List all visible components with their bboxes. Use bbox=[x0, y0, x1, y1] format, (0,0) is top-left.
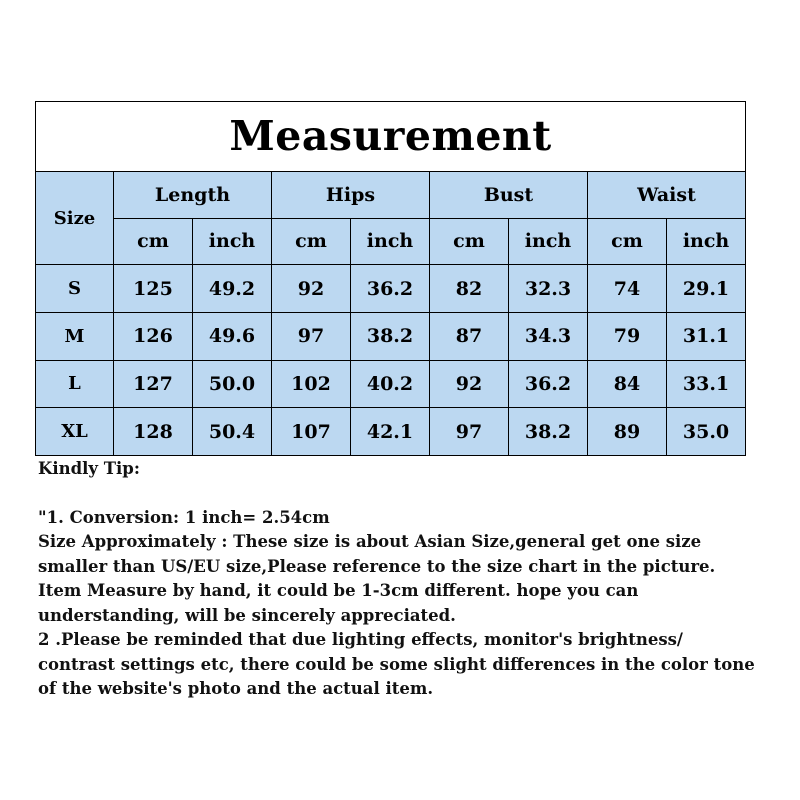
length-inch-cell: 49.6 bbox=[193, 312, 272, 360]
bust-cm-cell: 97 bbox=[430, 408, 509, 456]
hips-inch-cell: 42.1 bbox=[351, 408, 430, 456]
unit-header-inch: inch bbox=[667, 218, 746, 265]
group-header-bust: Bust bbox=[430, 171, 588, 218]
bust-inch-cell: 38.2 bbox=[509, 408, 588, 456]
waist-inch-cell: 33.1 bbox=[667, 360, 746, 408]
length-inch-cell: 50.4 bbox=[193, 408, 272, 456]
size-chart-table bbox=[35, 101, 746, 456]
table-row bbox=[36, 265, 746, 313]
length-cm-cell: 127 bbox=[114, 360, 193, 408]
conversion-note: "1. Conversion: 1 inch= 2.54cm bbox=[38, 507, 330, 527]
size-cell: L bbox=[36, 360, 114, 408]
unit-header-cm: cm bbox=[430, 218, 509, 265]
length-cm-cell: 125 bbox=[114, 265, 193, 313]
hips-cm-cell: 107 bbox=[272, 408, 351, 456]
unit-header-cm: cm bbox=[588, 218, 667, 265]
group-header-hips: Hips bbox=[272, 171, 430, 218]
spacer bbox=[38, 482, 758, 506]
unit-header-inch: inch bbox=[509, 218, 588, 265]
waist-inch-cell: 35.0 bbox=[667, 408, 746, 456]
size-cell: XL bbox=[36, 408, 114, 456]
bust-inch-cell: 32.3 bbox=[509, 265, 588, 313]
length-inch-cell: 49.2 bbox=[193, 265, 272, 313]
unit-header-cm: cm bbox=[272, 218, 351, 265]
hips-inch-cell: 36.2 bbox=[351, 265, 430, 313]
size-cell: S bbox=[36, 265, 114, 313]
bust-inch-cell: 34.3 bbox=[509, 312, 588, 360]
length-cm-cell: 126 bbox=[114, 312, 193, 360]
chart-title: Measurement bbox=[36, 102, 746, 172]
kindly-tips-section bbox=[38, 457, 758, 702]
hips-cm-cell: 92 bbox=[272, 265, 351, 313]
table-row bbox=[36, 312, 746, 360]
bust-cm-cell: 92 bbox=[430, 360, 509, 408]
hips-inch-cell: 38.2 bbox=[351, 312, 430, 360]
waist-inch-cell: 31.1 bbox=[667, 312, 746, 360]
tips-heading: Kindly Tip: bbox=[38, 459, 140, 478]
hips-cm-cell: 102 bbox=[272, 360, 351, 408]
hips-inch-cell: 40.2 bbox=[351, 360, 430, 408]
size-approximately-note: Size Approximately : These size is about Asian Size,general get one size smaller than US/EU size,Please reference to the size chart in the picture. Item Measure by hand, it could be 1-3cm different. hope you can understanding, will be sincerely appreciated. bbox=[38, 532, 716, 625]
bust-inch-cell: 36.2 bbox=[509, 360, 588, 408]
waist-cm-cell: 79 bbox=[588, 312, 667, 360]
group-header-length: Length bbox=[114, 171, 272, 218]
waist-inch-cell: 29.1 bbox=[667, 265, 746, 313]
hips-cm-cell: 97 bbox=[272, 312, 351, 360]
waist-cm-cell: 84 bbox=[588, 360, 667, 408]
bust-cm-cell: 87 bbox=[430, 312, 509, 360]
table-row bbox=[36, 360, 746, 408]
unit-header-cm: cm bbox=[114, 218, 193, 265]
color-difference-note: 2 .Please be reminded that due lighting effects, monitor's brightness/ contrast settings etc, there could be some slight differences in the color tone of the website's photo and the actual item. bbox=[38, 630, 755, 698]
size-cell: M bbox=[36, 312, 114, 360]
unit-header-inch: inch bbox=[351, 218, 430, 265]
size-header: Size bbox=[36, 171, 114, 264]
waist-cm-cell: 89 bbox=[588, 408, 667, 456]
bust-cm-cell: 82 bbox=[430, 265, 509, 313]
length-cm-cell: 128 bbox=[114, 408, 193, 456]
group-header-waist: Waist bbox=[588, 171, 746, 218]
waist-cm-cell: 74 bbox=[588, 265, 667, 313]
unit-header-inch: inch bbox=[193, 218, 272, 265]
length-inch-cell: 50.0 bbox=[193, 360, 272, 408]
table-row bbox=[36, 408, 746, 456]
